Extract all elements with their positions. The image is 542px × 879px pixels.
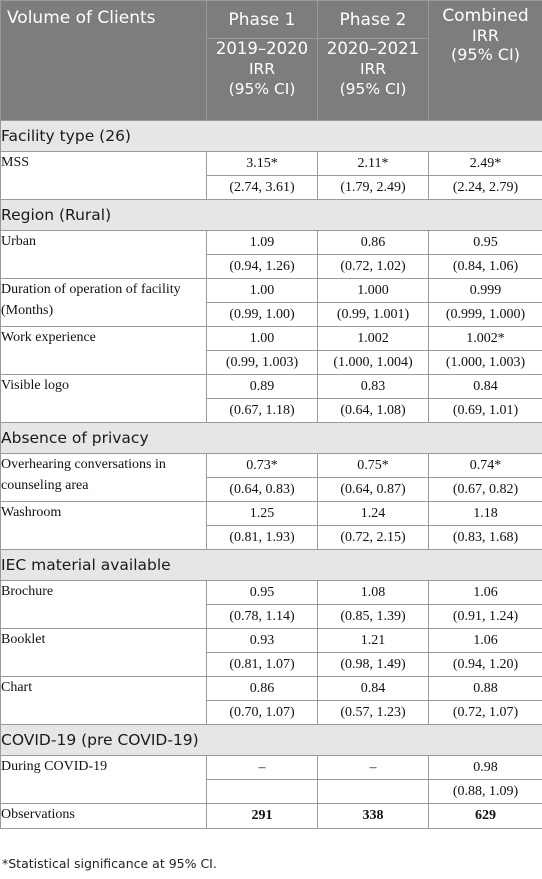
ci-value bbox=[207, 780, 318, 804]
row-label: Work experience bbox=[1, 327, 207, 375]
ci-value: (0.67, 0.82) bbox=[429, 478, 542, 502]
table-row bbox=[1, 629, 542, 653]
irr-value: 1.00 bbox=[207, 327, 318, 351]
header-combined-ci: (95% CI) bbox=[450, 45, 521, 64]
ci-value: (0.84, 1.06) bbox=[429, 255, 542, 279]
ci-value: (1.000, 1.004) bbox=[318, 351, 429, 375]
row-label: Chart bbox=[1, 677, 207, 725]
irr-value: 0.95 bbox=[429, 231, 542, 255]
table-row bbox=[1, 454, 542, 478]
ci-value: (0.64, 1.08) bbox=[318, 399, 429, 423]
ci-value: (0.72, 2.15) bbox=[318, 526, 429, 550]
header-combined-title: Combined bbox=[442, 6, 529, 26]
header-volume-of-clients: Volume of Clients bbox=[1, 1, 207, 121]
ci-value: (0.99, 1.003) bbox=[207, 351, 318, 375]
irr-value: 2.49* bbox=[429, 152, 542, 176]
irr-value: 1.06 bbox=[429, 581, 542, 605]
section-header-row bbox=[1, 200, 542, 231]
ci-value: (0.85, 1.39) bbox=[318, 605, 429, 629]
irr-value: 0.88 bbox=[429, 677, 542, 701]
ci-value: (0.67, 1.18) bbox=[207, 399, 318, 423]
observations-row bbox=[1, 804, 542, 829]
row-label: Duration of operation of facility (Months) bbox=[1, 279, 207, 327]
irr-value: 1.002* bbox=[429, 327, 542, 351]
irr-value: 0.75* bbox=[318, 454, 429, 478]
row-label: Brochure bbox=[1, 581, 207, 629]
ci-value: (0.81, 1.07) bbox=[207, 653, 318, 677]
ci-value: (0.99, 1.00) bbox=[207, 303, 318, 327]
ci-value: (0.999, 1.000) bbox=[429, 303, 542, 327]
section-header-row bbox=[1, 550, 542, 581]
table-row bbox=[1, 756, 542, 780]
table-row bbox=[1, 581, 542, 605]
ci-value bbox=[318, 780, 429, 804]
irr-value: 1.18 bbox=[429, 502, 542, 526]
ci-value: (0.91, 1.24) bbox=[429, 605, 542, 629]
irr-value: 1.08 bbox=[318, 581, 429, 605]
header-phase-2-ci: (95% CI) bbox=[339, 80, 407, 98]
table-row bbox=[1, 327, 542, 351]
table-row bbox=[1, 677, 542, 701]
irr-value: – bbox=[318, 756, 429, 780]
table-body bbox=[1, 121, 542, 829]
footnote: *Statistical significance at 95% CI. bbox=[2, 856, 217, 871]
table-row bbox=[1, 152, 542, 176]
ci-value: (0.83, 1.68) bbox=[429, 526, 542, 550]
irr-value: 0.84 bbox=[318, 677, 429, 701]
observations-label: Observations bbox=[1, 804, 207, 829]
irr-value: 0.74* bbox=[429, 454, 542, 478]
header-phase-1-irr: IRR bbox=[248, 60, 276, 78]
header-phase-2-sub bbox=[318, 39, 429, 121]
section-title: IEC material available bbox=[1, 550, 542, 581]
section-title: Facility type (26) bbox=[1, 121, 542, 152]
table-row bbox=[1, 279, 542, 303]
irr-value: 0.84 bbox=[429, 375, 542, 399]
header-phase-2-years: 2020–2021 bbox=[326, 39, 420, 58]
section-title: Region (Rural) bbox=[1, 200, 542, 231]
irr-value: 1.000 bbox=[318, 279, 429, 303]
ci-value: (0.69, 1.01) bbox=[429, 399, 542, 423]
ci-value: (2.74, 3.61) bbox=[207, 176, 318, 200]
irr-value: – bbox=[207, 756, 318, 780]
ci-value: (1.79, 2.49) bbox=[318, 176, 429, 200]
header-combined bbox=[429, 1, 542, 121]
ci-value: (0.70, 1.07) bbox=[207, 701, 318, 725]
header-combined-irr: IRR bbox=[472, 26, 499, 45]
table-row bbox=[1, 231, 542, 255]
irr-value: 1.09 bbox=[207, 231, 318, 255]
row-label: Visible logo bbox=[1, 375, 207, 423]
irr-value: 1.00 bbox=[207, 279, 318, 303]
irr-value: 0.93 bbox=[207, 629, 318, 653]
row-label: MSS bbox=[1, 152, 207, 200]
ci-value: (0.94, 1.26) bbox=[207, 255, 318, 279]
section-header-row bbox=[1, 725, 542, 756]
row-label: Overhearing conversations in counseling area bbox=[1, 454, 207, 502]
header-phase-2: Phase 2 bbox=[318, 1, 429, 39]
header-phase-1-ci: (95% CI) bbox=[228, 80, 296, 98]
observations-value: 629 bbox=[429, 804, 542, 829]
ci-value: (0.81, 1.93) bbox=[207, 526, 318, 550]
ci-value: (0.72, 1.02) bbox=[318, 255, 429, 279]
ci-value: (0.88, 1.09) bbox=[429, 780, 542, 804]
observations-value: 338 bbox=[318, 804, 429, 829]
ci-value: (2.24, 2.79) bbox=[429, 176, 542, 200]
irr-value: 1.002 bbox=[318, 327, 429, 351]
row-label: During COVID-19 bbox=[1, 756, 207, 804]
row-label: Booklet bbox=[1, 629, 207, 677]
irr-value: 0.86 bbox=[318, 231, 429, 255]
observations-value: 291 bbox=[207, 804, 318, 829]
irr-value: 1.06 bbox=[429, 629, 542, 653]
ci-value: (0.72, 1.07) bbox=[429, 701, 542, 725]
section-title: COVID-19 (pre COVID-19) bbox=[1, 725, 542, 756]
irr-value: 2.11* bbox=[318, 152, 429, 176]
section-header-row bbox=[1, 121, 542, 152]
ci-value: (0.57, 1.23) bbox=[318, 701, 429, 725]
ci-value: (0.64, 0.87) bbox=[318, 478, 429, 502]
irr-value: 0.95 bbox=[207, 581, 318, 605]
irr-value: 0.89 bbox=[207, 375, 318, 399]
row-label: Urban bbox=[1, 231, 207, 279]
irr-value: 1.25 bbox=[207, 502, 318, 526]
header-phase-1: Phase 1 bbox=[207, 1, 318, 39]
header-phase-1-years: 2019–2020 bbox=[215, 39, 309, 58]
header-phase-2-irr: IRR bbox=[359, 60, 387, 78]
irr-value: 1.21 bbox=[318, 629, 429, 653]
irr-value: 1.24 bbox=[318, 502, 429, 526]
ci-value: (0.99, 1.001) bbox=[318, 303, 429, 327]
irr-value: 0.999 bbox=[429, 279, 542, 303]
ci-value: (1.000, 1.003) bbox=[429, 351, 542, 375]
ci-value: (0.64, 0.83) bbox=[207, 478, 318, 502]
ci-value: (0.98, 1.49) bbox=[318, 653, 429, 677]
header-phase-1-sub bbox=[207, 39, 318, 121]
ci-value: (0.94, 1.20) bbox=[429, 653, 542, 677]
irr-value: 0.73* bbox=[207, 454, 318, 478]
row-label: Washroom bbox=[1, 502, 207, 550]
section-title: Absence of privacy bbox=[1, 423, 542, 454]
irr-value: 0.98 bbox=[429, 756, 542, 780]
section-header-row bbox=[1, 423, 542, 454]
irr-value: 0.86 bbox=[207, 677, 318, 701]
irr-value: 3.15* bbox=[207, 152, 318, 176]
irr-value: 0.83 bbox=[318, 375, 429, 399]
table-row bbox=[1, 375, 542, 399]
table-row bbox=[1, 502, 542, 526]
ci-value: (0.78, 1.14) bbox=[207, 605, 318, 629]
